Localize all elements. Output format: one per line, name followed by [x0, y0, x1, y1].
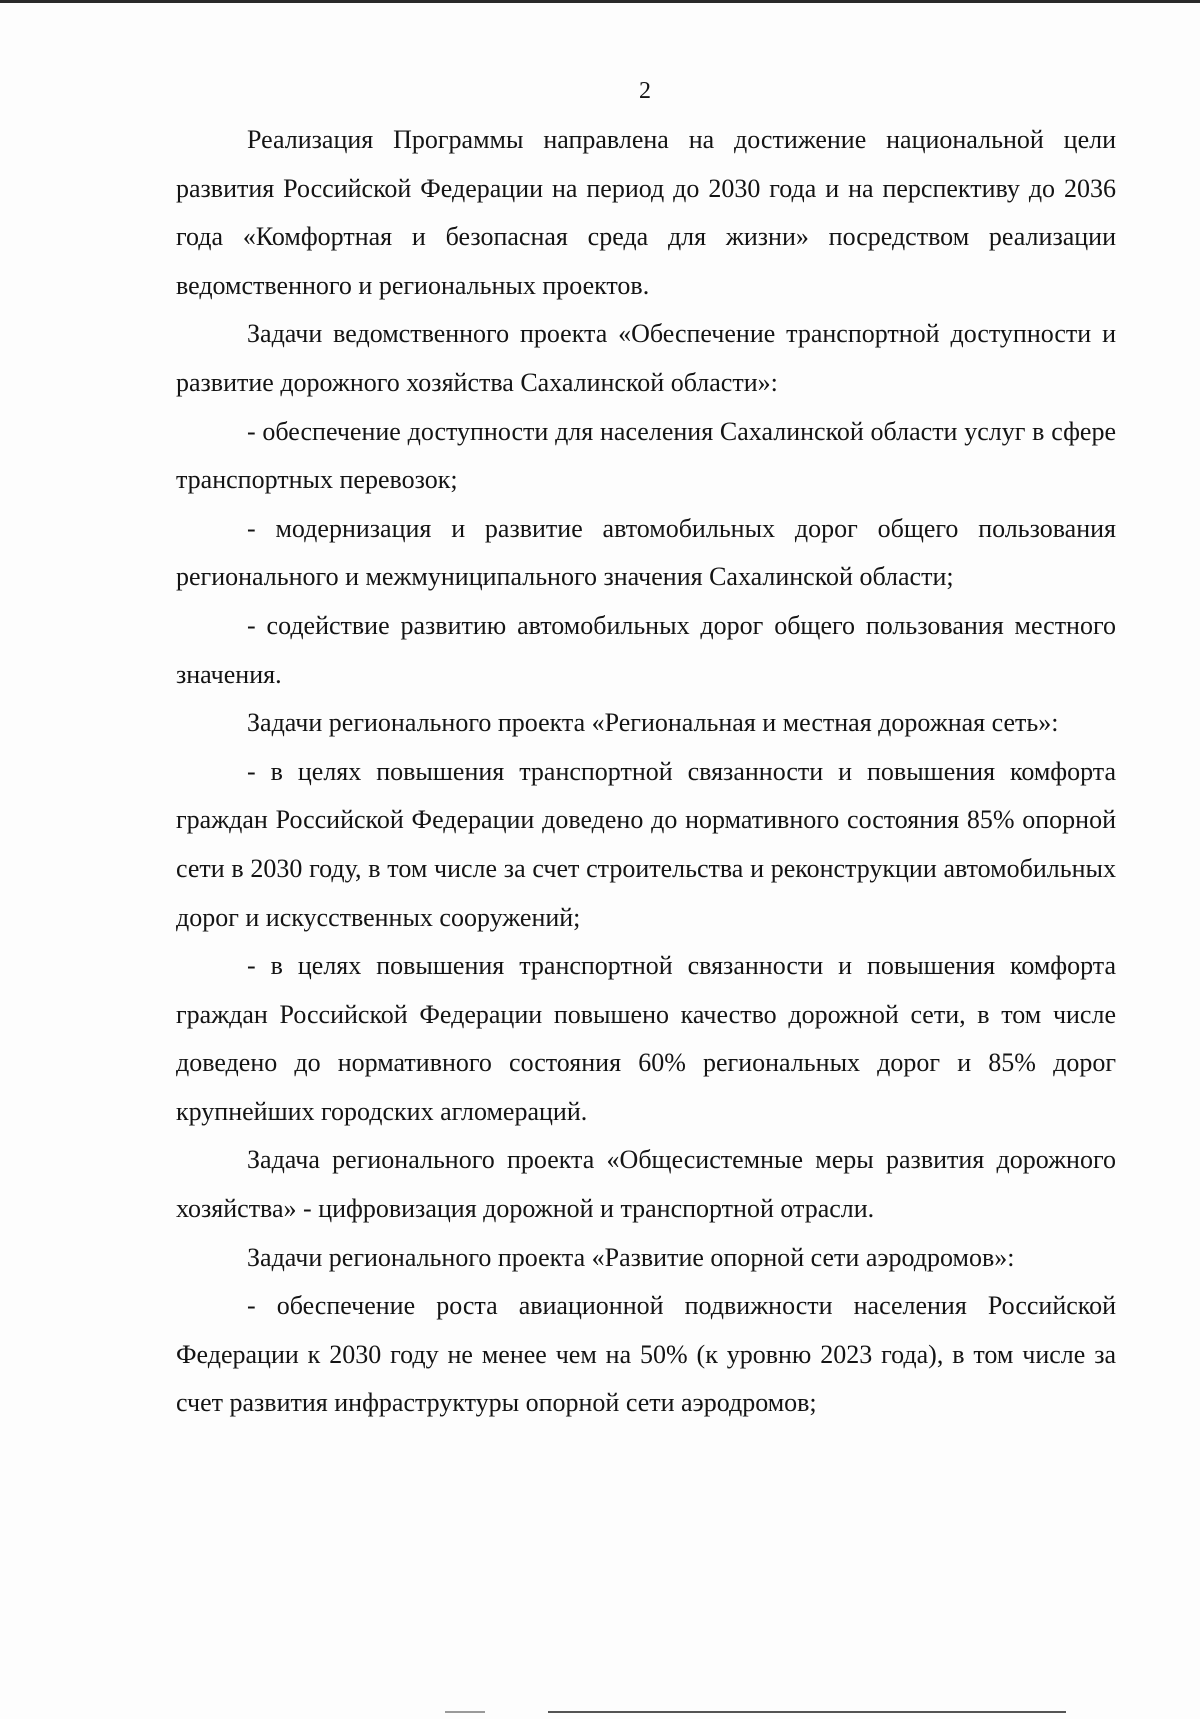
paragraph-regional-network-tasks: Задачи регионального проекта «Региональная и местная дорожная сеть»:: [247, 708, 1059, 738]
paragraph-road-modernization: - модернизация и развитие автомобильных дорог общего пользования регионального и межмуниципального значения Сахалинской области;: [176, 513, 1116, 592]
paragraph-departmental-project-tasks: Задачи ведомственного проекта «Обеспечение транспортной доступности и развитие дорожного хозяйства Сахалинской области»:: [176, 319, 1116, 397]
paragraph-local-roads: - содействие развитию автомобильных дорог общего пользования местного значения.: [176, 610, 1116, 689]
scan-bottom-line: [548, 1711, 1066, 1713]
paragraph-digitalization: Задача регионального проекта «Общесистемные меры развития дорожного хозяйства» - цифровизация дорожной и транспортной отрасли.: [176, 1145, 1116, 1224]
paragraph-support-network: - в целях повышения транспортной связанности и повышения комфорта граждан Российской Федерации доведено до нормативного состояния 85% опорной сети в 2030 году, в том числе за счет строительства и реконструкции автомобильных дорог и искусственных сооружений;: [176, 756, 1116, 932]
paragraph-airfield-tasks: Задачи регионального проекта «Развитие опорной сети аэродромов»:: [247, 1242, 1015, 1272]
document-body: [176, 116, 1116, 1428]
page-number: 2: [639, 78, 651, 104]
scan-bottom-mark: [445, 1711, 485, 1713]
scan-top-edge: [0, 0, 1200, 3]
paragraph-aviation-mobility: - обеспечение роста авиационной подвижности населения Российской Федерации к 2030 году не менее чем на 50% (к уровню 2023 года), в том числе за счет развития инфраструктуры опорной сети аэродромов;: [176, 1291, 1116, 1418]
paragraph-transport-access: - обеспечение доступности для населения Сахалинской области услуг в сфере транспортных перевозок;: [176, 416, 1116, 495]
paragraph-program-goal: Реализация Программы направлена на достижение национальной цели развития Российской Федерации на период до 2030 года и на перспективу до 2036 года «Комфортная и безопасная среда для жизни» посредством реализации ведомственного и региональных проектов.: [176, 125, 1116, 300]
paragraph-road-quality: - в целях повышения транспортной связанности и повышения комфорта граждан Российской Федерации повышено качество дорожной сети, в том числе доведено до нормативного состояния 60% региональных дорог и 85% дорог крупнейших городских агломераций.: [176, 951, 1116, 1126]
